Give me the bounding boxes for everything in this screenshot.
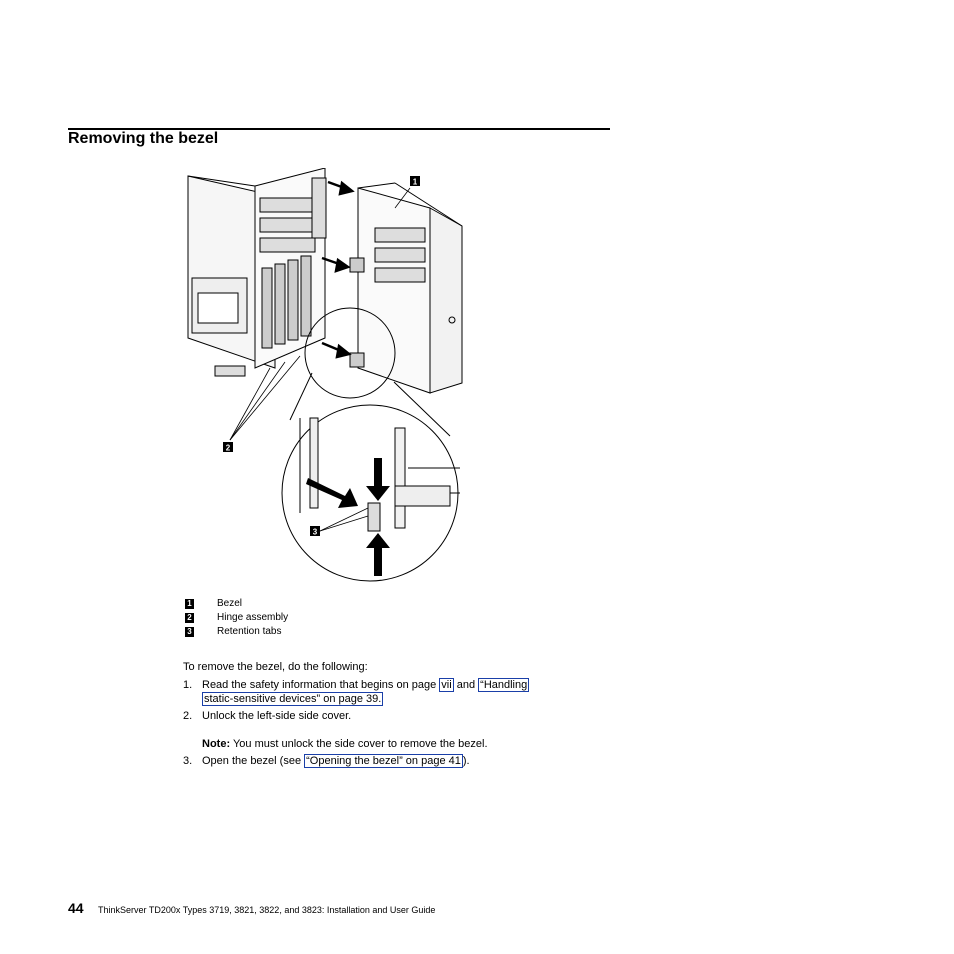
handling-link-line1[interactable]: “Handling [480, 679, 528, 691]
step-number: 1. [183, 679, 193, 691]
callout-3: 3 [312, 527, 318, 537]
legend-label: Bezel [217, 598, 243, 609]
step-1-text-cont [202, 692, 383, 706]
note [202, 737, 488, 751]
legend-callout: 1 [185, 599, 194, 609]
legend-callout: 3 [185, 627, 194, 637]
page-vii-link[interactable]: vii [441, 679, 452, 691]
step-3-text [202, 754, 470, 768]
legend-item [185, 625, 282, 639]
section-title: Removing the bezel [68, 130, 219, 147]
callout-1: 1 [412, 177, 418, 187]
legend-callout: 2 [185, 613, 194, 623]
legend-item [185, 597, 243, 611]
figure-legend [185, 597, 289, 639]
footer-title: ThinkServer TD200x Types 3719, 3821, 3822, and 3823: Installation and User Guide [98, 905, 436, 915]
step-3-text-a: Open the bezel (see [202, 755, 302, 767]
step-1-text-a: Read the safety information that begins on page [202, 679, 437, 691]
step-1-text [202, 678, 529, 692]
intro-text: To remove the bezel, do the following: [183, 661, 368, 673]
bezel-removal-figure [180, 168, 480, 583]
legend-label: Retention tabs [217, 626, 282, 637]
callout-2: 2 [225, 443, 231, 453]
note-text: You must unlock the side cover to remove the bezel. [232, 738, 488, 750]
step-1-text-b: and [456, 679, 476, 691]
step-number: 3. [183, 755, 193, 767]
note-label: Note: [202, 738, 231, 750]
step-3-text-b: ). [462, 755, 470, 767]
step-number: 2. [183, 710, 193, 722]
opening-bezel-link[interactable]: “Opening the bezel” on page 41 [306, 755, 461, 767]
legend-item [185, 611, 289, 625]
legend-label: Hinge assembly [217, 612, 289, 623]
bezel-illustration [180, 168, 480, 583]
step-2-text: Unlock the left-side side cover. [202, 710, 352, 722]
page-number: 44 [68, 900, 84, 916]
handling-link-line2[interactable]: static-sensitive devices” on page 39. [204, 693, 382, 705]
page-footer [68, 900, 435, 918]
